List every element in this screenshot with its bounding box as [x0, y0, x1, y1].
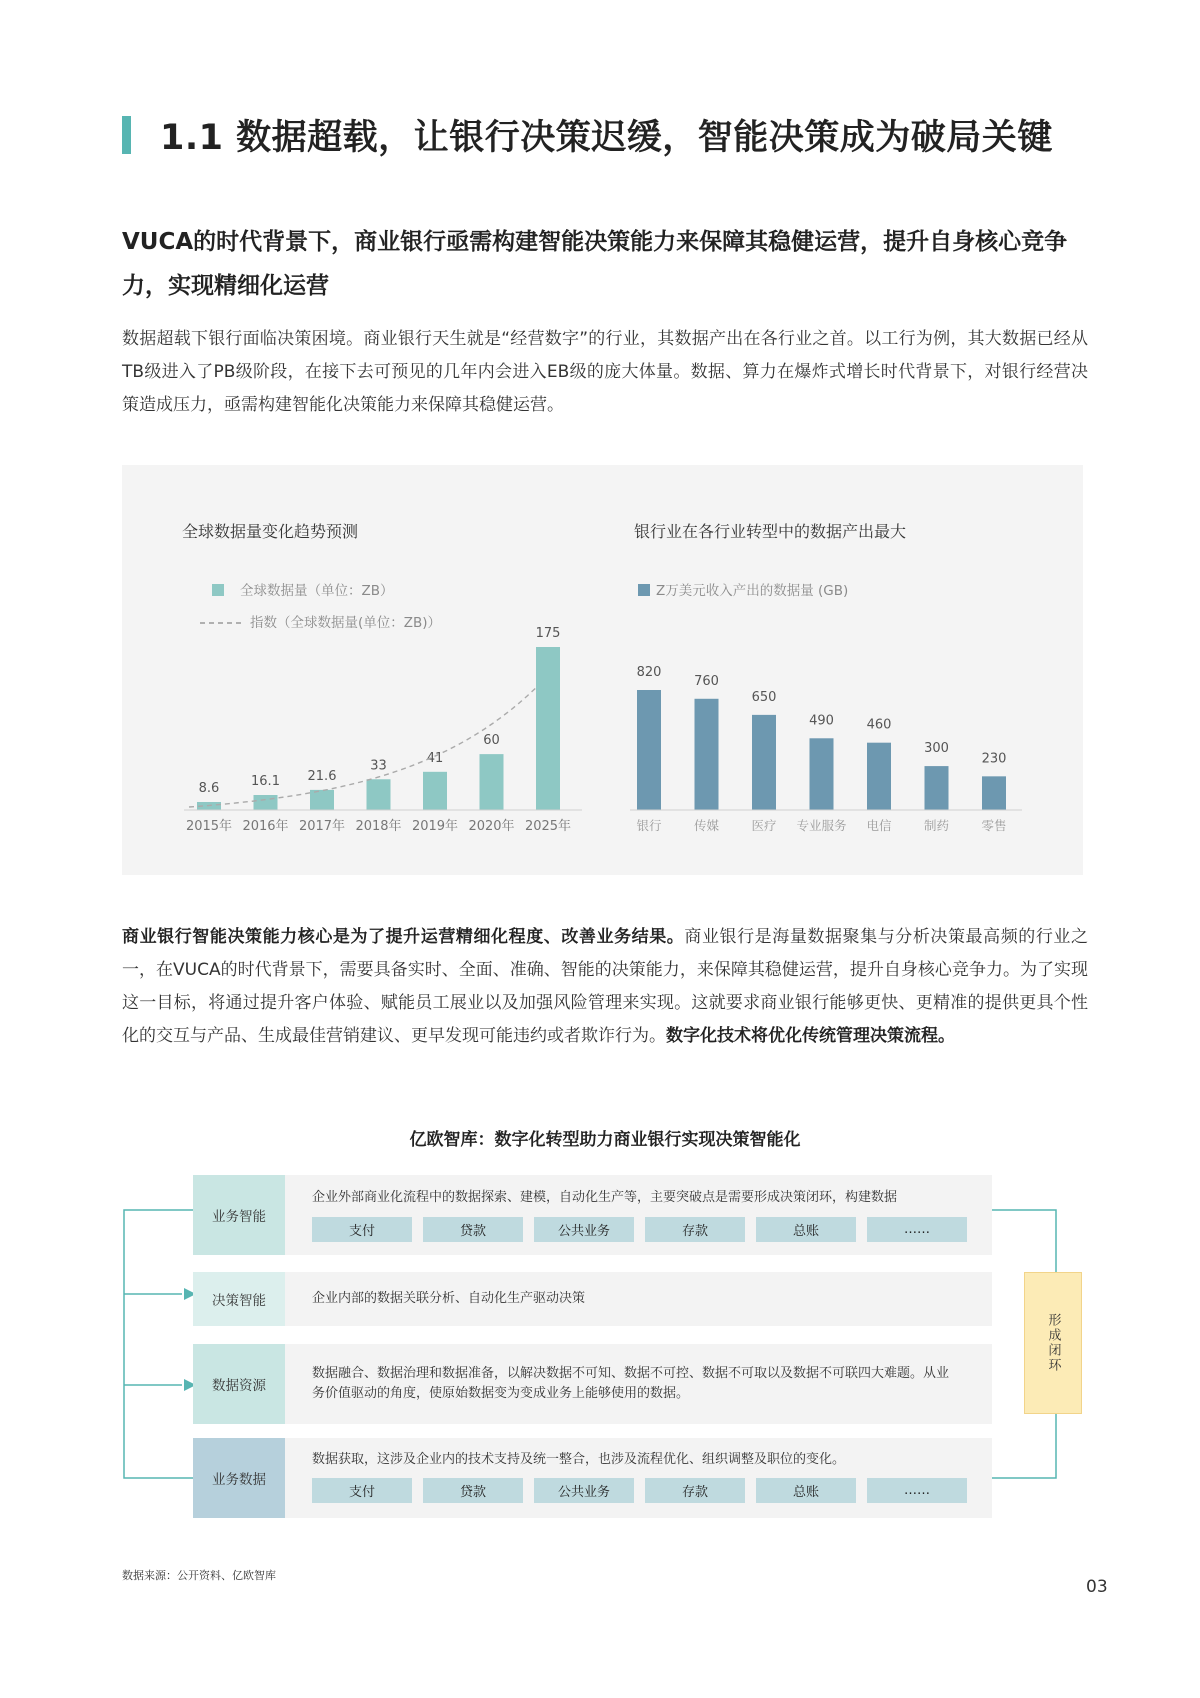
- chart2-tick-label: 银行: [636, 818, 662, 833]
- pill-public-business: 公共业务: [534, 1478, 634, 1503]
- section-subheading: VUCA的时代背景下，商业银行亟需构建智能决策能力来保障其稳健运营，提升自身核心竞争力，实现精细化运营: [122, 229, 1068, 299]
- chart1-tick-label: 2016年: [242, 819, 289, 834]
- layer-desc-business-intelligence: 企业外部商业化流程中的数据探索、建模，自动化生产等，主要突破点是需要形成决策闭环，构建数据: [312, 1190, 898, 1205]
- chart1-tick-label: 2020年: [468, 819, 515, 834]
- chart2-legend-label-0: Z万美元收入产出的数据量 (GB): [656, 583, 849, 599]
- source-note: 数据来源：公开资料、亿欧智库: [122, 1569, 276, 1582]
- chart2-value-label: 650: [751, 689, 777, 705]
- chart1-value-label: 21.6: [307, 768, 337, 784]
- chart1-tick-label: 2018年: [355, 819, 402, 834]
- pill-deposit: 存款: [645, 1217, 745, 1242]
- pill-loan: 贷款: [423, 1217, 523, 1242]
- layer-business-intelligence: [193, 1175, 992, 1255]
- pill-payment: 支付: [312, 1478, 412, 1503]
- pill-payment: 支付: [312, 1217, 412, 1242]
- chart2-value-label: 230: [981, 751, 1007, 767]
- chart2-tick-label: 零售: [981, 818, 1007, 833]
- chart2-tick-label: 电信: [866, 818, 892, 833]
- layer-label-decision-intelligence: 决策智能: [193, 1272, 285, 1326]
- chart1-tick-label: 2017年: [298, 819, 346, 834]
- pill-ledger: 总账: [756, 1217, 856, 1242]
- diagram-title: 亿欧智库：数字化转型助力商业银行实现决策智能化: [409, 1130, 801, 1150]
- pill-loan: 贷款: [423, 1478, 523, 1503]
- chart1-value-label: 175: [535, 626, 561, 641]
- pill-deposit: 存款: [645, 1478, 745, 1503]
- chart1-legend-label-0: 全球数据量（单位：ZB）: [240, 583, 394, 599]
- right-loop-line-top: [992, 1210, 1056, 1272]
- chart1-title: 全球数据量变化趋势预测: [182, 522, 359, 541]
- chart1-value-label: 41: [426, 750, 444, 766]
- pill-more: ……: [867, 1217, 967, 1242]
- chart2-title: 银行业在各行业转型中的数据产出最大: [634, 522, 907, 541]
- page-title: 1.1 数据超载，让银行决策迟缓，智能决策成为破局关键: [160, 118, 1053, 158]
- intro-paragraph-text: 数据超载下银行面临决策困境。商业银行天生就是“经营数字”的行业，其数据产出在各行业之首。以工行为例，其大数据已经从TB级进入了PB级阶段，在接下去可预见的几年内会进入EB级的庞大体量。数据、算力在爆炸式增长时代背景下，对银行经营决策造成压力，亟需构建智能化决策能力来保障其稳健运营。: [122, 329, 1088, 415]
- chart1-value-label: 16.1: [251, 774, 280, 790]
- chart1-value-label: 8.6: [198, 780, 220, 796]
- chart1-tick-label: 2019年: [411, 819, 459, 834]
- chart1-value-label: 33: [370, 758, 387, 774]
- right-loop-line-bottom: [992, 1412, 1056, 1478]
- chart1-tick-label: 2015年: [185, 819, 233, 834]
- chart2-value-label: 760: [694, 673, 719, 689]
- chart2-tick-label: 制药: [923, 818, 950, 833]
- layer-desc-business-data: 数据获取，这涉及企业内的技术支持及统一整合，也涉及流程优化、组织调整及职位的变化。: [312, 1452, 846, 1467]
- chart2-tick-label: 专业服务: [796, 818, 847, 833]
- layer-label-data-resources: 数据资源: [193, 1344, 285, 1424]
- layer-label-business-data: 业务数据: [193, 1438, 285, 1518]
- chart1-tick-label: 2025年: [524, 819, 572, 834]
- pill-more: ……: [867, 1478, 967, 1503]
- chart1-legend-label-1: 指数（全球数据量(单位：ZB)）: [250, 615, 442, 631]
- chart2-value-label: 820: [636, 665, 662, 680]
- pill-public-business: 公共业务: [534, 1217, 634, 1242]
- left-loop-line: [124, 1210, 193, 1478]
- chart2-value-label: 300: [924, 741, 949, 757]
- layer-label-business-intelligence: 业务智能: [193, 1175, 285, 1255]
- chart2-value-label: 460: [866, 717, 892, 733]
- page-number: 03: [1086, 1577, 1108, 1597]
- chart2-tick-label: 医疗: [751, 818, 777, 833]
- chart1-value-label: 60: [483, 733, 500, 749]
- pill-ledger: 总账: [756, 1478, 856, 1503]
- body-paragraph-lead: 商业银行智能决策能力核心是为了提升运营精细化程度、改善业务结果。: [122, 927, 685, 947]
- layer-desc-decision-intelligence: 企业内部的数据关联分析、自动化生产驱动决策: [312, 1291, 586, 1306]
- body-paragraph-tail: 数字化技术将优化传统管理决策流程。: [666, 1026, 955, 1046]
- chart2-value-label: 490: [809, 713, 834, 729]
- layer-desc-data-resources: 数据融合、数据治理和数据准备，以解决数据不可知、数据不可控、数据不可取以及数据不可联四大难题。从业务价值驱动的角度，使原始数据变为变成业务上能够使用的数据。: [312, 1366, 950, 1401]
- closed-loop-label: 形成闭环: [1045, 1313, 1061, 1373]
- body-paragraph-text: 商业银行是海量数据聚集与分析决策最高频的行业之一，在VUCA的时代背景下，需要具备实时、全面、准确、智能的决策能力，来保障其稳健运营，提升自身核心竞争力。为了实现这一目标，将通过提升客户体验、赋能员工展业以及加强风险管理来实现。这就要求商业银行能够更快、更精准的提供更具个性化的交互与产品、生成最佳营销建议、更早发现可能违约或者欺诈行为。: [122, 927, 1089, 1046]
- chart2-tick-label: 传媒: [693, 818, 720, 833]
- closed-loop-box: [1024, 1272, 1082, 1414]
